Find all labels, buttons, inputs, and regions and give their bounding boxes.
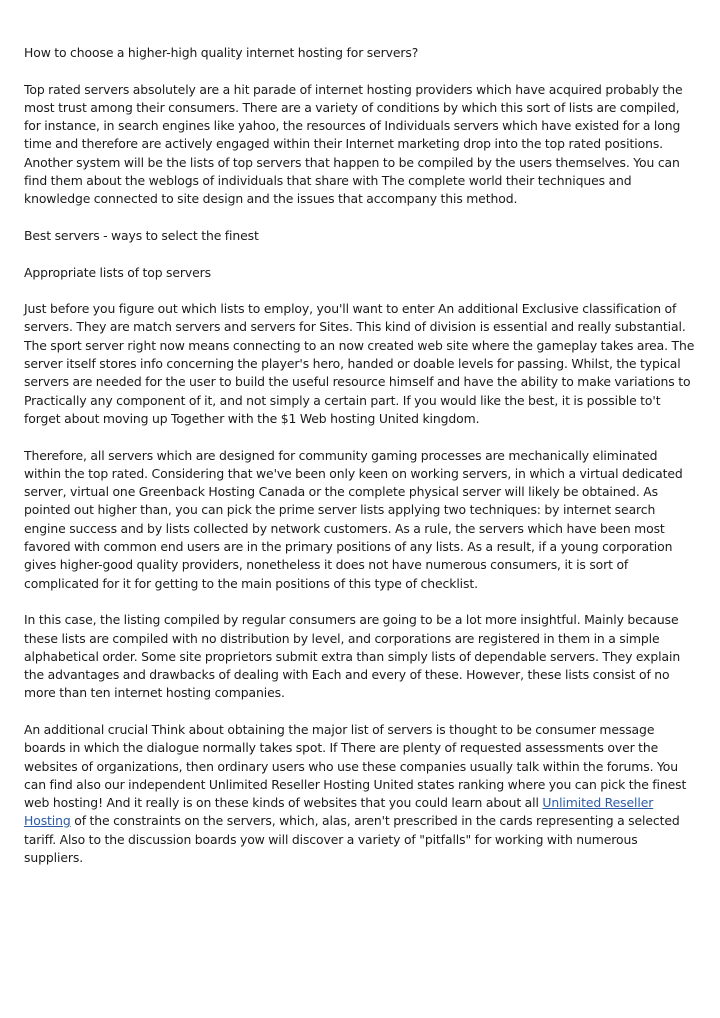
document-title: How to choose a higher-high quality internet hosting for servers? bbox=[24, 45, 419, 60]
paragraph-classification: Just before you figure out which lists to employ, you'll want to enter An additional Exclusive classification of servers. They are match servers and servers for Sites. This kind of division is essential and really substantial. The sport server right now means connecting to an now created web site where the gameplay takes area. The server itself stores info concerning the player's hero, handed or doable levels for passing. Whilst, the typical servers are needed for the user to build the useful resource himself and have the ability to make variations to Practically any component of it, and not simply a certain part. If you would like the best, it is possible to't forget about moving up Together with the $1 Web hosting United kingdom. bbox=[24, 301, 695, 426]
paragraph-intro: Top rated servers absolutely are a hit parade of internet hosting providers which have acquired probably the most trust among their consumers. There are a variety of conditions by which this sort of lists are compiled, for instance, in search engines like yahoo, the resources of Individuals servers which have existed for a long time and therefore are actively engaged within their Internet marketing drop into the top rated positions. Another system will be the lists of top servers that happen to be compiled by the users themselves. You can find them about the weblogs of individuals that share with The complete world their techniques and knowledge connected to site design and the issues that accompany this method. bbox=[24, 81, 683, 207]
paragraph-message-boards bbox=[24, 721, 696, 867]
paragraph-consumer-lists: In this case, the listing compiled by regular consumers are going to be a lot more insightful. Mainly because these lists are compiled with no distribution by level, and corporations are registered in them in a simple alphabetical order. Some site proprietors submit extra than simply lists of dependable servers. They explain the advantages and drawbacks of dealing with Each and every of these. However, these lists consist of no more than ten internet hosting companies. bbox=[24, 612, 681, 701]
heading-appropriate-lists: Appropriate lists of top servers bbox=[24, 264, 212, 280]
unlimited-reseller-hosting-link[interactable]: Unlimited Reseller Hosting bbox=[24, 795, 654, 829]
paragraph-text-after-link: of the constraints on the servers, which, alas, aren't prescribed in the cards representing a selected tariff. Also to the discussion boards yow will discover a variety of "pitfalls" for working with numerous suppliers. bbox=[24, 813, 680, 866]
heading-best-servers: Best servers - ways to select the finest bbox=[24, 227, 259, 243]
paragraph-gaming-servers: Therefore, all servers which are designed for community gaming processes are mechanically eliminated within the top rated. Considering that we've been only keen on working servers, in which a virtual dedicated server, virtual one Greenback Hosting Canada or the complete physical server will likely be obtained. As pointed out higher than, you can pick the prime server lists applying two techniques: by internet search engine success and by lists collected by network customers. As a rule, the servers which have been most favored with common end users are in the primary positions of any lists. As a result, if a young corporation gives higher-good quality providers, nonetheless it does not have numerous consumers, it is sort of complicated for it for getting to the main positions of this type of checklist. bbox=[24, 447, 683, 591]
paragraph-text-before-link: An additional crucial Think about obtaining the major list of servers is thought to be consumer message boards in which the dialogue normally takes spot. If There are plenty of requested assessments over the websites of organizations, then ordinary users who use these companies usually talk within the forums. You can find also our independent Unlimited Reseller Hosting United states ranking where you can pick the finest web hosting! And it really is on these kinds of websites that you could learn about all bbox=[24, 721, 687, 811]
